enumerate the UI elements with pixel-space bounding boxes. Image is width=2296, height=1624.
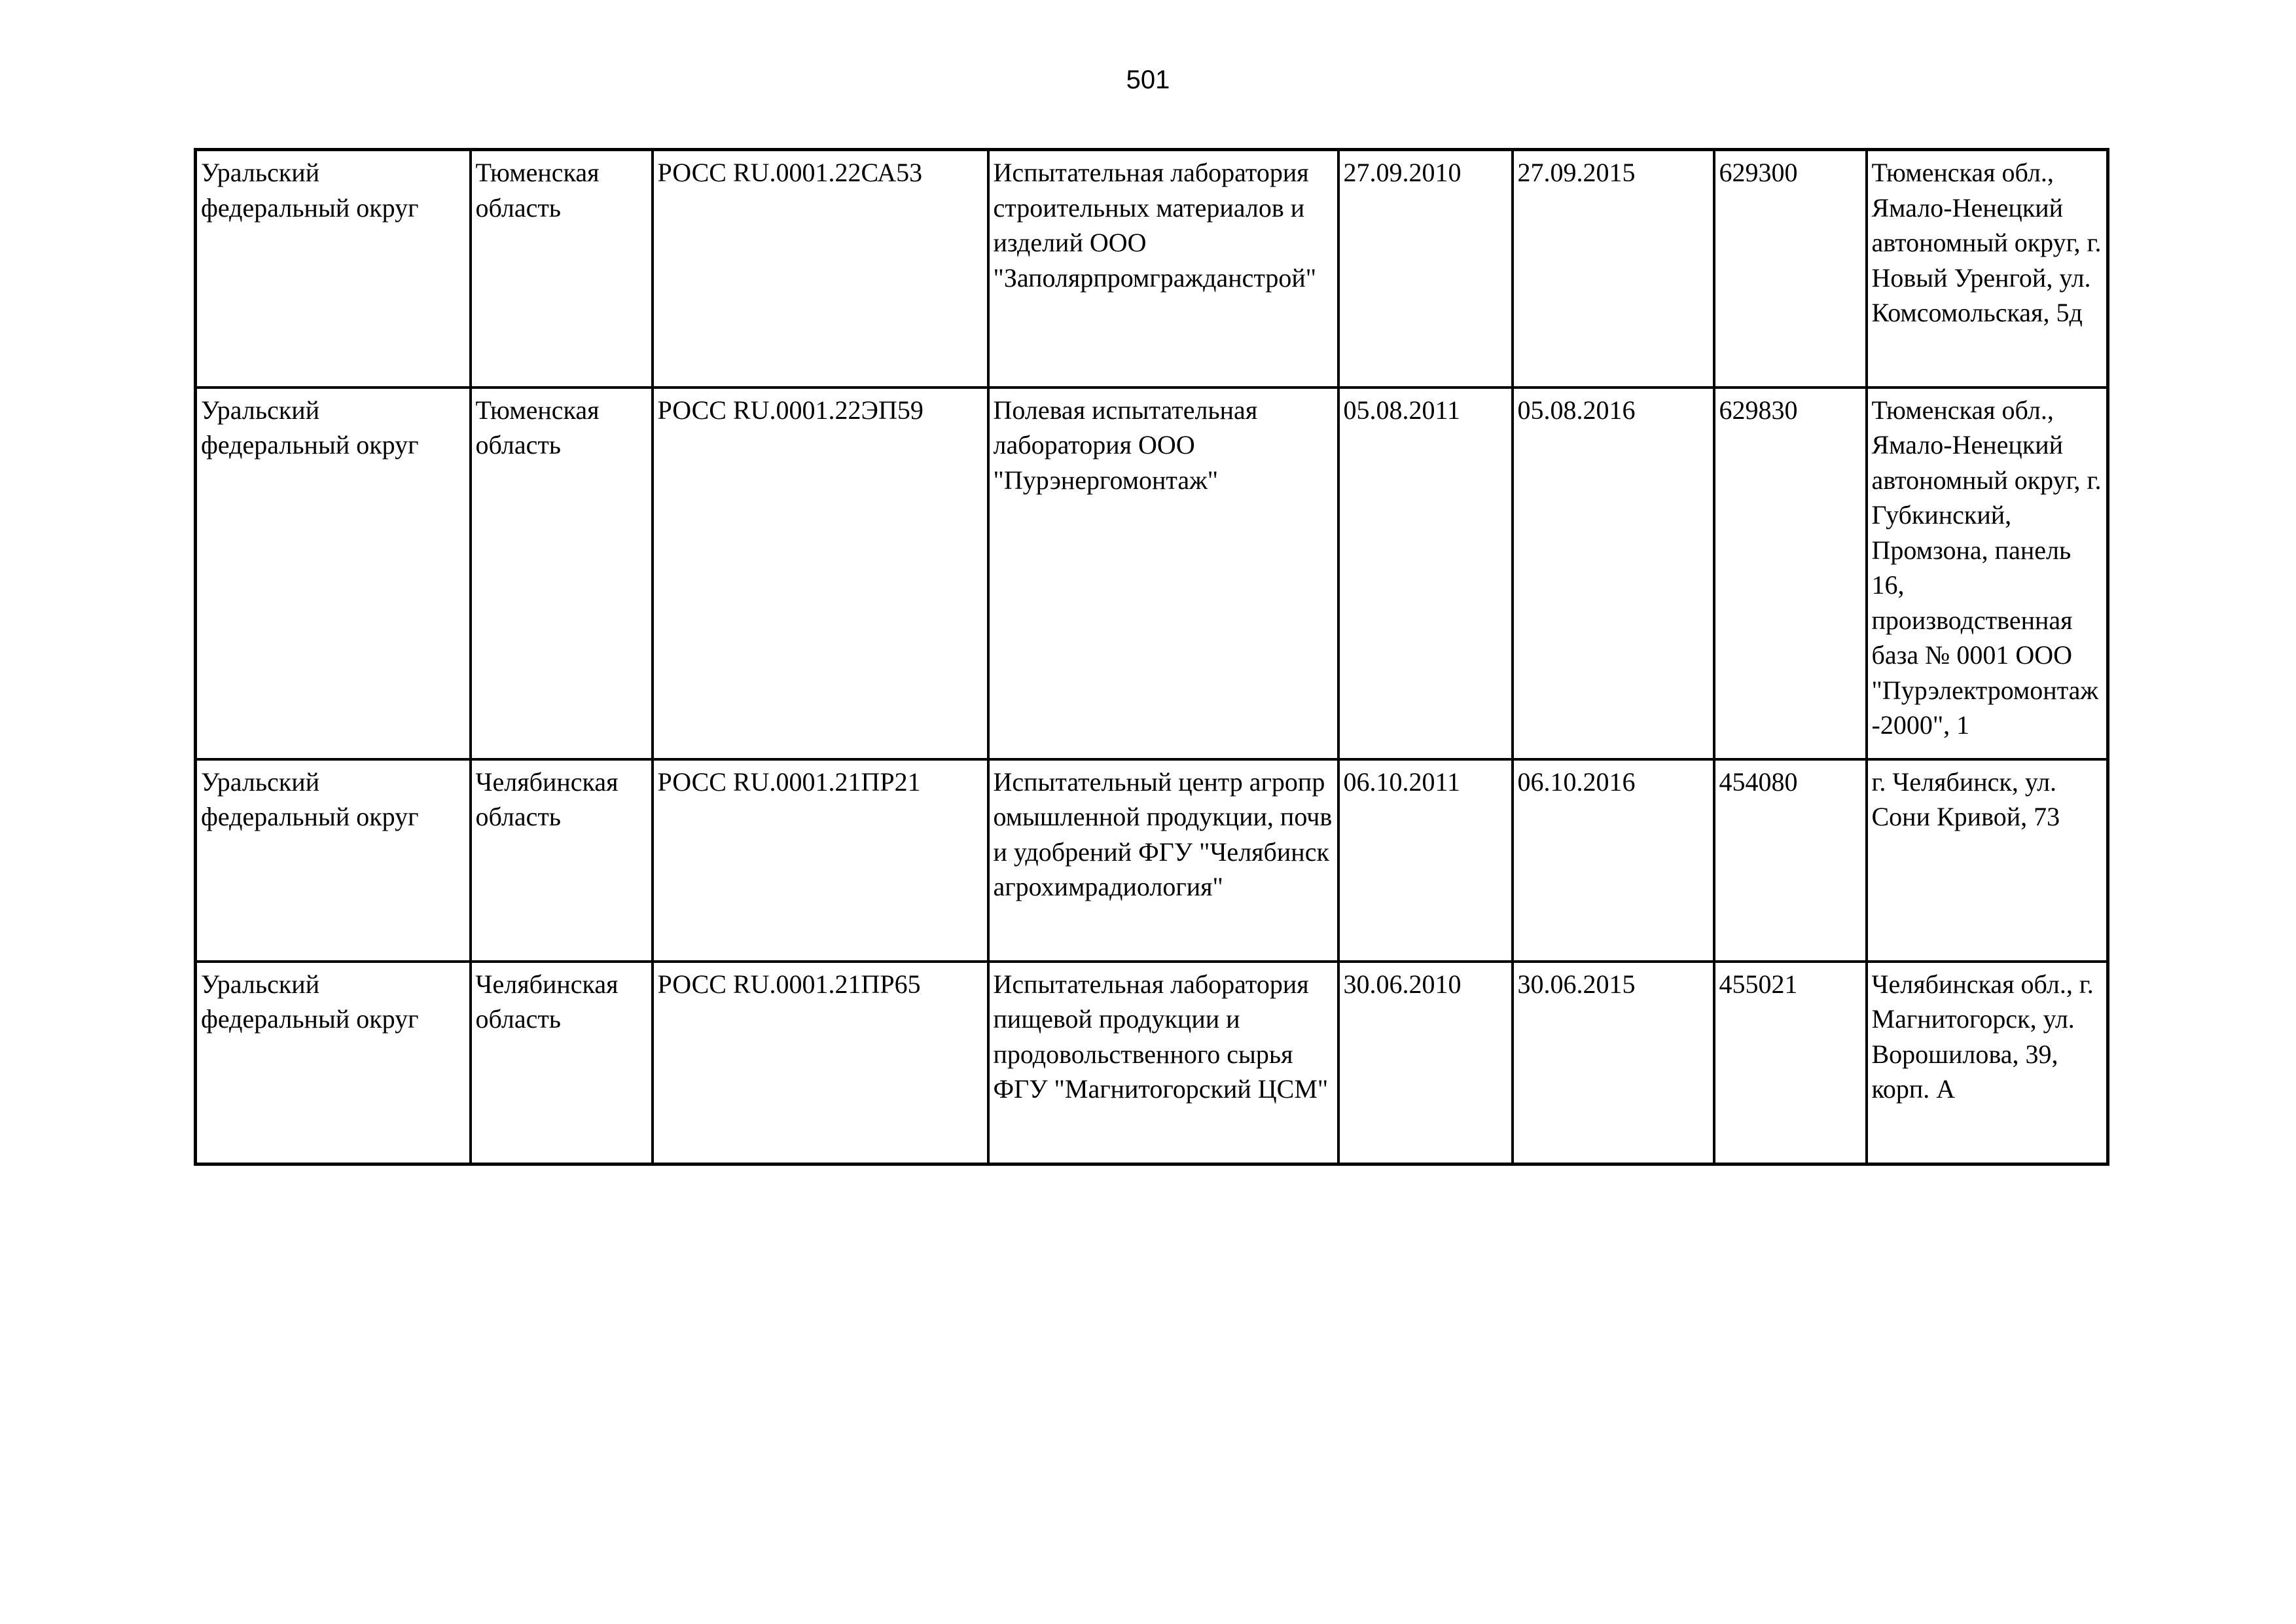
region-cell: Челябинская область (471, 759, 653, 962)
district-cell: Уральский федеральный округ (196, 150, 471, 388)
postal-code-cell: 454080 (1714, 759, 1867, 962)
laboratory-name-cell: Испытательная лаборатория пищевой продукции и продовольственного сырья ФГУ "Магнитогорский ЦСМ" (988, 962, 1338, 1164)
registration-number-cell: РОСС RU.0001.21ПР65 (653, 962, 988, 1164)
table-row (196, 759, 2108, 962)
table-row (196, 962, 2108, 1164)
registration-number-cell: РОСС RU.0001.21ПР21 (653, 759, 988, 962)
postal-code-cell: 629830 (1714, 388, 1867, 759)
postal-code-cell: 455021 (1714, 962, 1867, 1164)
address-cell: Тюменская обл., Ямало-Ненецкий автономный округ, г. Губкинский, Промзона, панель 16, производственная база № 0001 ООО "Пурэлектромонтаж-2000", 1 (1867, 388, 2108, 759)
date-issued-cell: 06.10.2011 (1338, 759, 1513, 962)
laboratory-name-cell: Испытательная лаборатория строительных материалов и изделий ООО "Заполярпромгражданстрой" (988, 150, 1338, 388)
date-issued-cell: 27.09.2010 (1338, 150, 1513, 388)
date-valid-until-cell: 06.10.2016 (1513, 759, 1714, 962)
district-cell: Уральский федеральный округ (196, 962, 471, 1164)
page-number: 501 (1126, 65, 1170, 94)
registration-number-cell: РОСС RU.0001.22ЭП59 (653, 388, 988, 759)
district-cell: Уральский федеральный округ (196, 388, 471, 759)
registration-number-cell: РОСС RU.0001.22СА53 (653, 150, 988, 388)
address-cell: г. Челябинск, ул. Сони Кривой, 73 (1867, 759, 2108, 962)
date-valid-until-cell: 27.09.2015 (1513, 150, 1714, 388)
region-cell: Тюменская область (471, 388, 653, 759)
region-cell: Тюменская область (471, 150, 653, 388)
laboratory-registry-table (194, 148, 2109, 1166)
date-valid-until-cell: 05.08.2016 (1513, 388, 1714, 759)
address-cell: Челябинская обл., г. Магнитогорск, ул. Ворошилова, 39, корп. А (1867, 962, 2108, 1164)
table-row (196, 150, 2108, 388)
district-cell: Уральский федеральный округ (196, 759, 471, 962)
postal-code-cell: 629300 (1714, 150, 1867, 388)
date-issued-cell: 30.06.2010 (1338, 962, 1513, 1164)
laboratory-name-cell: Полевая испытательная лаборатория ООО "Пурэнергомонтаж" (988, 388, 1338, 759)
table-row (196, 388, 2108, 759)
date-valid-until-cell: 30.06.2015 (1513, 962, 1714, 1164)
date-issued-cell: 05.08.2011 (1338, 388, 1513, 759)
laboratory-name-cell: Испытательный центр агропромышленной продукции, почв и удобрений ФГУ "Челябинскагрохимрадиология" (988, 759, 1338, 962)
address-cell: Тюменская обл., Ямало-Ненецкий автономный округ, г. Новый Уренгой, ул. Комсомольская, 5д (1867, 150, 2108, 388)
region-cell: Челябинская область (471, 962, 653, 1164)
